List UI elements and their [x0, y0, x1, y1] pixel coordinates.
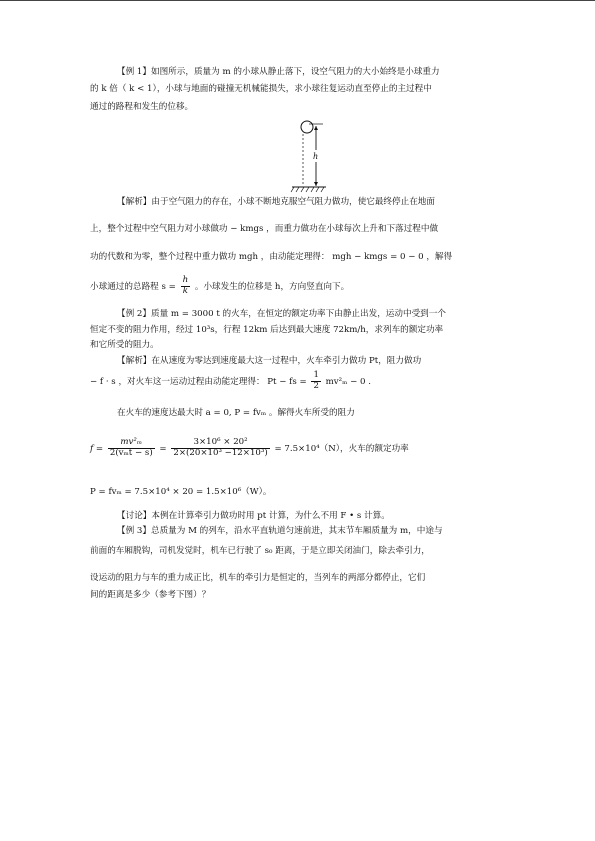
solution-2-line-2-post: mv²ₘ − 0 .	[325, 376, 371, 387]
solution-2-line-1: 【解析】在从速度为零达到速度最大这一过程中，火车牵引力做功 Pt，阻力做功	[117, 356, 422, 366]
fraction-one-half	[311, 371, 320, 392]
friction-eq-equals: =	[159, 443, 167, 454]
friction-force-equation	[90, 438, 409, 459]
solution-1-line-3: 功的代数和为零，整个过程中重力做功 mgh ，由动能定理得： mgh − kmgs = 0 − 0 ，解得	[90, 252, 453, 262]
friction-fraction-1	[108, 438, 155, 459]
example-2-line-2: 恒定不变的阻力作用，经过 10³s，行程 12km 后达到最大速度 72km/h，求列车的额定功率	[90, 325, 444, 335]
solution-2-line-2	[90, 371, 371, 392]
example-1-line-2: 的 k 倍（ k < 1），小球与地面的碰撞无机械能损失，求小球往复运动直至停止的主过程中	[90, 84, 432, 94]
solution-2-line-2-pre: − f · s ，对火车这一运动过程由动能定理得： Pt − fs =	[90, 376, 307, 387]
solution-1-line-2: 上，整个过程中空气阻力对小球做功 − kmgs ，而重力做功在小球每次上升和下落过程中做	[90, 224, 439, 234]
fraction-numerator: h	[182, 275, 189, 285]
example-1-line-3: 通过的路程和发生的位移。	[90, 102, 194, 112]
friction-eq-post: = 7.5×10⁴（N），火车的额定功率	[274, 443, 409, 454]
figure-height-label: h	[313, 152, 319, 161]
solution-1-line-4-pre: 小球通过的总路程 s =	[90, 281, 176, 292]
solution-1-line-4-post: 。小球发生的位移是 h，方向竖直向下。	[194, 281, 350, 292]
example-2-line-3: 和它所受的阻力。	[90, 340, 159, 350]
example-3-line-3: 设运动的阻力与车的重力成正比，机车的牵引力是恒定的，当列车的两部分都停止，它们	[90, 573, 426, 583]
solution-1-line-4	[90, 276, 349, 297]
fraction-h-over-k	[181, 276, 191, 297]
example-3-line-2: 前面的车厢脱钩，司机发觉时，机车已行驶了 s₀ 距离，于是立即关闭油门，除去牵引力，	[90, 546, 430, 556]
solution-2-line-3: 在火车的速度达最大时 a = 0, P = fvₘ 。解得火车所受的阻力	[117, 408, 355, 418]
friction-eq-pre: f =	[90, 443, 104, 454]
example-3-line-1: 【例 3】总质量为 M 的列车，沿水平直轨道匀速前进，其末节车厢质量为 m，中途与	[117, 526, 443, 536]
power-equation: P = fvₘ = 7.5×10⁴ × 20 = 1.5×10⁶（W）。	[90, 487, 272, 497]
discussion-line-1: 【讨论】本例在计算牵引力做功时用 pt 计算，为什么不用 F • s 计算。	[117, 511, 390, 521]
fraction-denominator: 2(vₘt − s)	[109, 447, 153, 458]
page-top-border	[0, 0, 595, 1]
fraction-numerator: 1	[313, 370, 319, 380]
fraction-denominator: 2	[313, 380, 319, 391]
example-3-line-4: 间的距离是多少（参考下图）？	[90, 590, 211, 600]
example-2-line-1: 【例 2】质量 m = 3000 t 的火车，在恒定的额定功率下由静止出发，运动中受到一个	[117, 309, 446, 319]
falling-ball-figure	[286, 116, 334, 198]
fraction-denominator: 2×(20×10³ −12×10³)	[173, 447, 268, 458]
solution-1-line-1: 【解析】由于空气阻力的存在，小球不断地克服空气阻力做功，使它最终停止在地面	[117, 197, 435, 207]
fraction-numerator: 3×10⁶ × 20²	[171, 438, 269, 449]
fraction-denominator: k	[182, 285, 188, 296]
fraction-numerator: mv²ₘ	[108, 438, 155, 449]
example-1-line-1: 【例 1】如图所示，质量为 m 的小球从静止落下，设空气阻力的大小始终是小球重力	[117, 67, 440, 77]
friction-fraction-2	[171, 438, 269, 459]
